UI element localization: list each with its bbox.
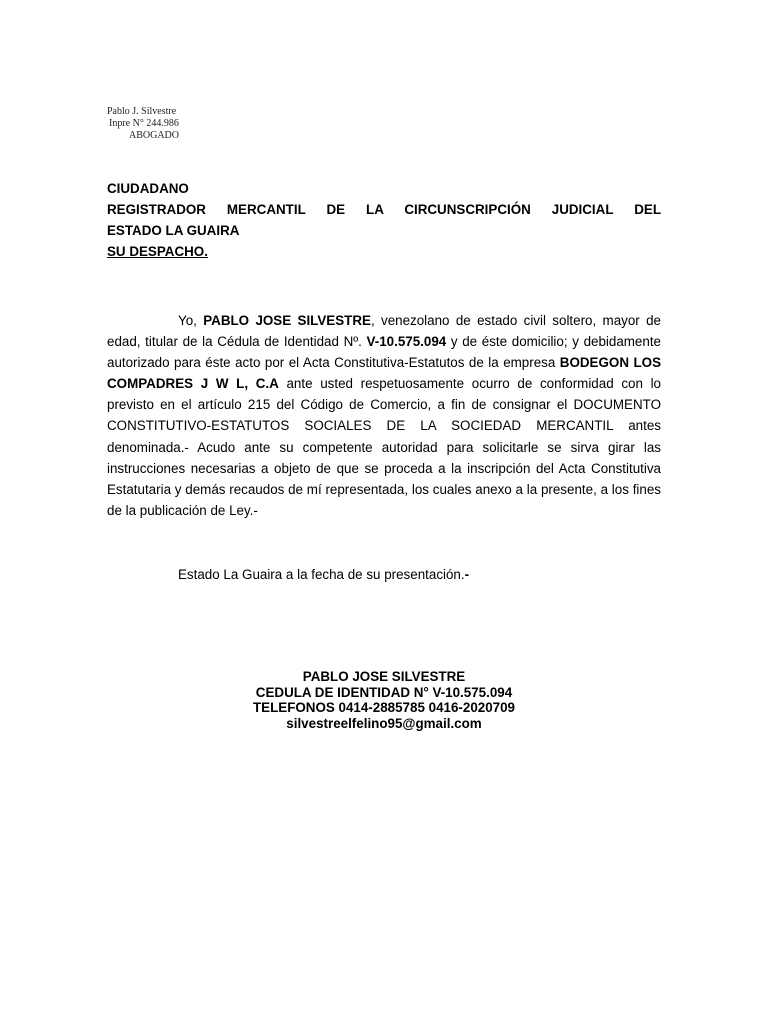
letterhead-title: ABOGADO	[129, 130, 179, 141]
signature-phones: TELEFONOS 0414-2885785 0416-2020709	[252, 700, 516, 715]
letterhead-inpre: Inpre N° 244.986	[109, 118, 179, 129]
signature-id: CEDULA DE IDENTIDAD N° V-10.575.094	[255, 684, 513, 700]
signature-block	[107, 669, 661, 731]
body-person-name: PABLO JOSE SILVESTRE	[203, 313, 371, 328]
body-text-3: ante usted respetuosamente ocurro de conformidad con lo previsto en el artículo 215 del Código de Comercio, a fin de consignar el DOCUMENTO CONSTITUTIVO-ESTATUTOS SOCIALES DE LA SOCIEDAD MERCANTIL antes denominada.- Acudo ante su competente autoridad para solicitarle se sirva girar las instrucciones necesarias a objeto de que se proceda a la inscripción del Acta Constitutiva Estatutaria y demás recaudos de mí representada, los cuales anexo a la presente, a los fines de la publicación de Ley.-	[107, 376, 662, 518]
closing-tail: -	[464, 567, 470, 582]
body-text	[107, 310, 661, 521]
addressee-line-2: REGISTRADOR MERCANTIL DE LA CIRCUNSCRIPCIÓN JUDICIAL DEL	[107, 202, 661, 217]
body-paragraph	[107, 310, 661, 521]
letterhead-name: Pablo J. Silvestre	[107, 106, 177, 117]
closing-line	[178, 564, 469, 585]
addressee-line-4: SU DESPACHO.	[107, 244, 208, 259]
body-intro: Yo,	[178, 313, 204, 328]
body-text-2: y de éste domicilio; y debidamente autorizado para éste acto por el Acta Constitutiva-Estatutos de la empresa	[107, 334, 661, 371]
body-company-name: BODEGON LOS COMPADRES J W L, C.A	[107, 355, 661, 392]
body-text-1: , venezolano de estado civil soltero, mayor de edad, titular de la Cédula de Identidad Nº.	[107, 313, 662, 350]
signature-name: PABLO JOSE SILVESTRE	[302, 669, 466, 684]
letterhead	[107, 106, 179, 142]
body-id-number: V-10.575.094	[366, 334, 447, 350]
addressee-line-1: CIUDADANO	[107, 181, 189, 196]
addressee-line-3: ESTADO LA GUAIRA	[107, 223, 240, 238]
signature-email: silvestreelfelino95@gmail.com	[286, 715, 482, 731]
addressee-block	[107, 178, 661, 262]
closing-text: Estado La Guaira a la fecha de su presentación.	[178, 567, 465, 582]
